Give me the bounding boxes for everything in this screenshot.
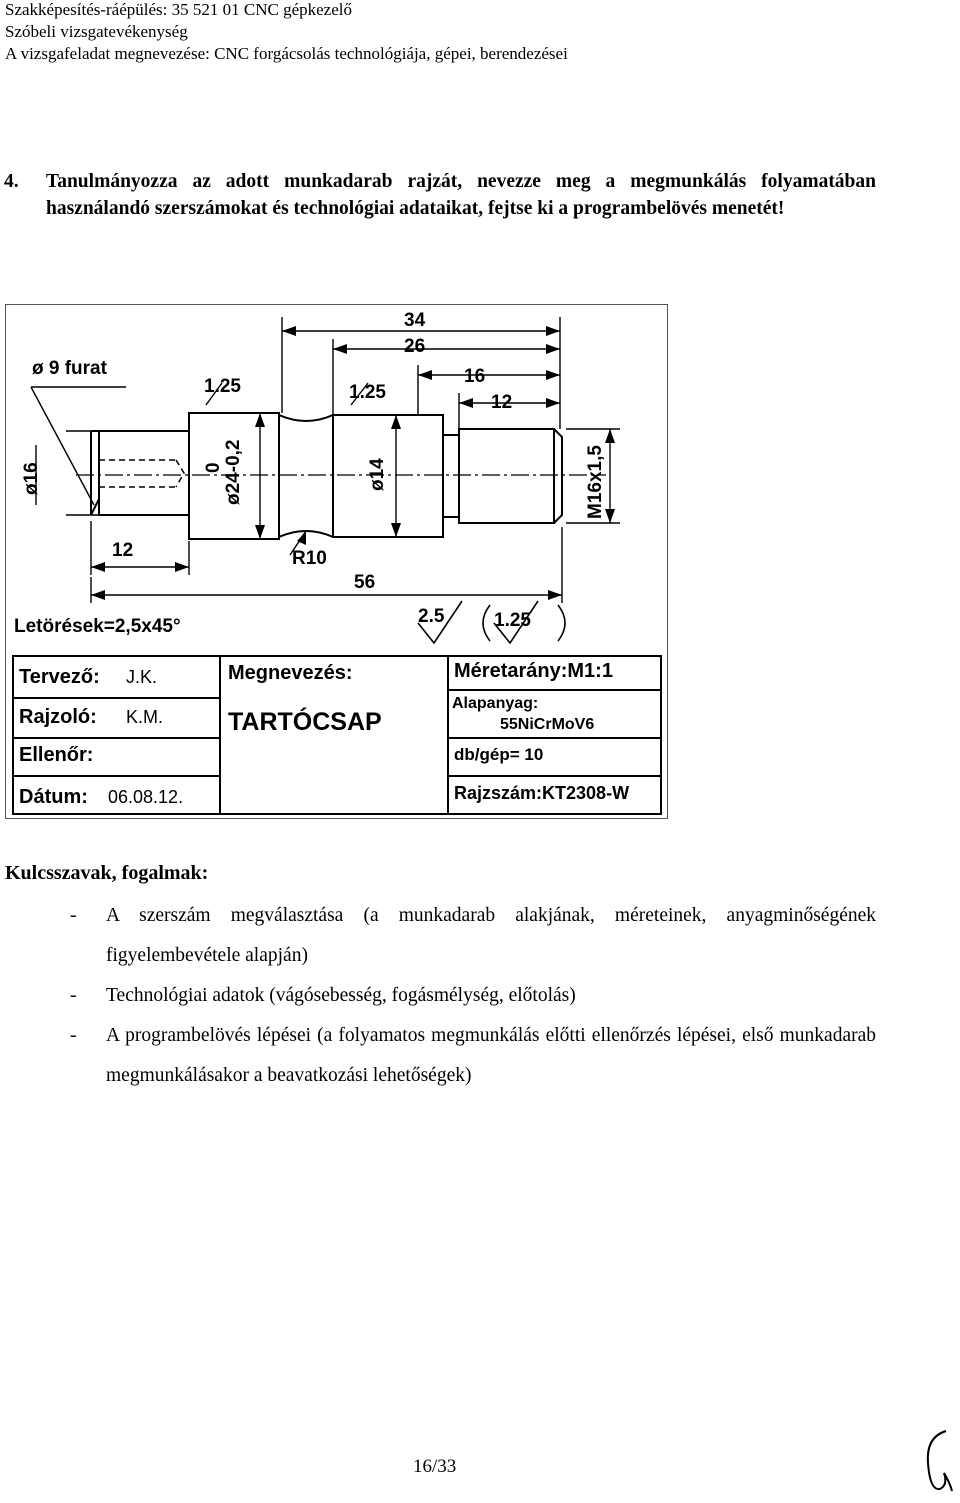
header-line-2: Szóbeli vizsgatevékenység bbox=[5, 22, 188, 41]
roughness-other: 1.25 bbox=[494, 610, 531, 631]
thread-outline bbox=[459, 429, 554, 523]
signature-mark bbox=[920, 1425, 954, 1497]
dim-12-top: 12 bbox=[491, 392, 513, 413]
part-name: TARTÓCSAP bbox=[228, 708, 382, 736]
keyword-text: A programbelövés lépései (a folyamatos megmunkálás előtti ellenőrzés lépései, első munkadarab megmunkálásakor a beavatkozási lehetőségek) bbox=[106, 1025, 876, 1086]
task-prompt bbox=[4, 168, 876, 222]
checker-label: Ellenőr: bbox=[19, 744, 94, 766]
date-value: 06.08.12. bbox=[108, 787, 184, 807]
header-line-3: A vizsgafeladat megnevezése: CNC forgácsolás technológiája, gépei, berendezései bbox=[5, 44, 568, 63]
thread-label: M16x1,5 bbox=[585, 445, 606, 519]
technical-drawing bbox=[5, 304, 668, 819]
task-text: Tanulmányozza az adott munkadarab rajzát, nevezze meg a megmunkálás folyamatában használandó szerszámokat és technológiai adataikat, fejtse ki a programbelövés menetét! bbox=[46, 171, 876, 219]
drawer-label: Rajzoló: bbox=[19, 706, 97, 728]
neck-outline bbox=[443, 435, 459, 517]
keyword-item-1 bbox=[70, 896, 876, 976]
thread-chamfer bbox=[554, 429, 562, 523]
chamfers-note: Letörések=2,5x45° bbox=[14, 616, 181, 637]
designer-value: J.K. bbox=[126, 667, 158, 687]
designer-label: Tervező: bbox=[19, 666, 100, 688]
dim-34: 34 bbox=[404, 310, 426, 331]
scale-label: Méretarány:M1:1 bbox=[454, 660, 613, 682]
groove-top-arc bbox=[279, 415, 333, 421]
radius-label: R10 bbox=[292, 548, 327, 569]
bullet-dash: - bbox=[70, 905, 77, 926]
bullet-dash: - bbox=[70, 1025, 77, 1046]
dia-14-label: ø14 bbox=[367, 458, 388, 491]
keyword-text: A szerszám megválasztása (a munkadarab alakjának, méreteinek, anyagminőségének figyelembevétele alapján) bbox=[106, 905, 876, 966]
quantity-label: db/gép= 10 bbox=[454, 745, 544, 764]
chamfer-label-2: 1.25 bbox=[349, 382, 386, 403]
name-label: Megnevezés: bbox=[228, 662, 353, 684]
keyword-text: Technológiai adatok (vágósebesség, fogásmélység, előtolás) bbox=[106, 985, 576, 1006]
dim-16: 16 bbox=[464, 366, 486, 387]
task-number: 4. bbox=[4, 171, 19, 192]
drawing-lines bbox=[6, 305, 667, 818]
bullet-dash: - bbox=[70, 985, 77, 1006]
roughness-main: 2.5 bbox=[418, 606, 445, 627]
page-number: 16/33 bbox=[413, 1456, 457, 1477]
drawing-number: Rajzszám:KT2308-W bbox=[454, 783, 630, 803]
left-section-outline bbox=[99, 431, 189, 515]
hole-label: ø 9 furat bbox=[32, 358, 107, 379]
dia-24-tol-label: 0 bbox=[203, 462, 224, 473]
keyword-item-2 bbox=[70, 976, 876, 1016]
header-line-1: Szakképesítés-ráépülés: 35 521 01 CNC gépkezelő bbox=[5, 0, 352, 19]
dia-24-label: ø24-0,2 bbox=[223, 439, 244, 505]
drawer-value: K.M. bbox=[126, 707, 164, 727]
material-label: Alapanyag: bbox=[452, 695, 539, 712]
material-value: 55NiCrMoV6 bbox=[500, 716, 595, 733]
keyword-item-3 bbox=[70, 1016, 876, 1096]
dim-56: 56 bbox=[354, 572, 376, 593]
dim-26: 26 bbox=[404, 336, 426, 357]
date-label: Dátum: bbox=[19, 786, 88, 808]
dia-16-label: ø16 bbox=[21, 462, 42, 495]
middle-section-outline bbox=[333, 415, 443, 537]
chamfer-label-1: 1.25 bbox=[204, 376, 241, 397]
keywords-title: Kulcsszavak, fogalmak: bbox=[5, 862, 209, 884]
dim-12-bottom: 12 bbox=[112, 540, 134, 561]
